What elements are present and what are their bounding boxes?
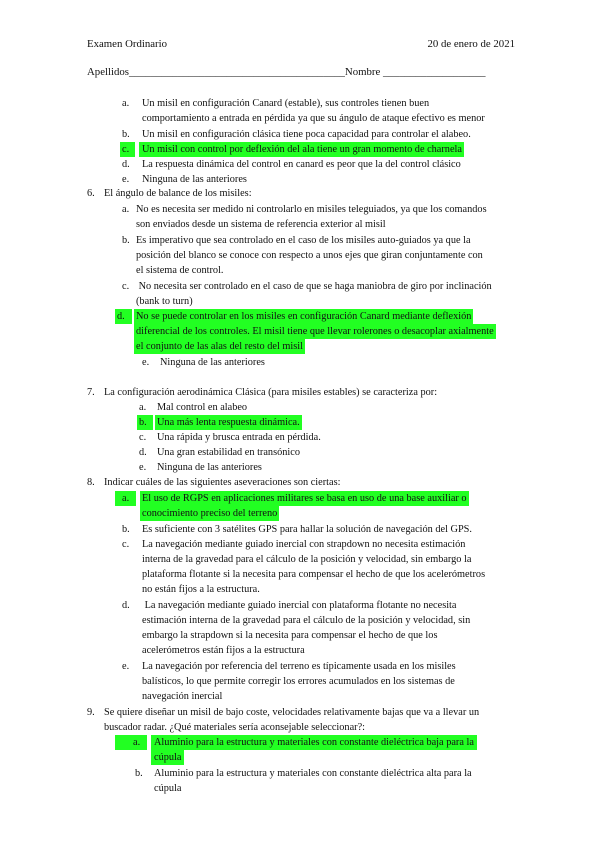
option-marker: b. xyxy=(122,524,130,535)
option-marker: a. xyxy=(122,98,130,109)
option-5a-line2: comportamiento a entrada en pérdida ya que su ángulo de ataque efectivo es menor xyxy=(142,113,485,124)
option-9b-line1: Aluminio para la estructura y materiales con constante dieléctrica alta para la xyxy=(154,768,472,779)
option-6c-line2: (bank to turn) xyxy=(136,296,193,307)
option-marker: e. xyxy=(139,462,147,473)
option-5c-highlighted: Un misil con control por deflexión del ala tiene un gran momento de charnela xyxy=(139,142,464,157)
option-6d-line1-highlighted: No se puede controlar en los misiles en configuración Canard mediante deflexión xyxy=(134,309,473,324)
option-marker: d. xyxy=(139,447,147,458)
exam-title: Examen Ordinario xyxy=(87,38,168,50)
option-5e: Ninguna de las anteriores xyxy=(142,174,247,185)
question-number: 9. xyxy=(87,707,95,718)
option-8c-line2: interna de la gravedad para el cálculo de la posición y velocidad, sin embargo la xyxy=(142,554,472,565)
option-7e: Ninguna de las anteriores xyxy=(157,462,262,473)
question-8-stem: Indicar cuáles de las siguientes aseveraciones son ciertas: xyxy=(104,477,341,488)
option-9a-line1-highlighted: Aluminio para la estructura y materiales con constante dieléctrica baja para la xyxy=(151,735,477,750)
option-7d: Una gran estabilidad en transónico xyxy=(157,447,300,458)
option-9b-line2: cúpula xyxy=(154,783,182,794)
option-8a-line2-highlighted: conocimiento preciso del terreno xyxy=(140,506,279,521)
option-8e-line1: La navegación por referencia del terreno es típicamente usada en los misiles xyxy=(142,661,456,672)
option-marker: e. xyxy=(142,357,150,368)
question-number: 8. xyxy=(87,477,95,488)
question-6-stem: El ángulo de balance de los misiles: xyxy=(104,188,252,199)
option-6c-line1: No necesita ser controlado en el caso de que se haga maniobra de giro por inclinación xyxy=(136,281,492,292)
option-6a-line1: No es necesita ser medido ni controlarlo en misiles teleguiados, ya que los comandos xyxy=(136,204,487,215)
option-5b: Un misil en configuración clásica tiene poca capacidad para controlar el alabeo. xyxy=(142,129,471,140)
option-7c: Una rápida y brusca entrada en pérdida. xyxy=(157,432,321,443)
option-8a-line1-highlighted: El uso de RGPS en aplicaciones militares se basa en uso de una base auxiliar o xyxy=(140,491,469,506)
option-8d-line4: acelerómetros están fijos a la estructura xyxy=(142,645,305,656)
option-5d: La respuesta dinámica del control en canard es peor que la del control clásico xyxy=(142,159,461,170)
option-8d-line3: embargo la strapdown si la necesita para compensar el hecho de que los xyxy=(142,630,438,641)
question-7-stem: La configuración aerodinámica Clásica (para misiles estables) se caracteriza por: xyxy=(104,387,438,398)
question-number: 7. xyxy=(87,387,95,398)
option-5a-line1: Un misil en configuración Canard (estable), sus controles tienen buen xyxy=(142,98,430,109)
option-7a: Mal control en alabeo xyxy=(157,402,248,413)
option-8b: Es suficiente con 3 satélites GPS para hallar la solución de navegación del GPS. xyxy=(142,524,472,535)
option-6d-line2-highlighted: diferencial de los controles. El misil tiene que llevar rolerones o desacoplar axialmente xyxy=(134,324,496,339)
option-6b-line1: Es imperativo que sea controlado en el caso de los misiles auto-guiados ya que la xyxy=(136,235,471,246)
option-marker-highlighted: a. xyxy=(115,735,147,750)
option-6a-line2: son enviados desde un sistema de referencia exterior al misil xyxy=(136,219,386,230)
question-9-stem-line1: Se quiere diseñar un misil de bajo coste, velocidades relativamente bajas que va a llevar un xyxy=(104,707,480,718)
option-8d-line1: La navegación mediante guiado inercial con plataforma flotante no necesita xyxy=(142,600,457,611)
option-marker-highlighted: b. xyxy=(137,415,153,430)
option-marker-highlighted: d. xyxy=(115,309,132,324)
option-marker: e. xyxy=(122,174,130,185)
option-8c-line3: plataforma flotante si la necesita para compensar el hecho de que los acelerómetros xyxy=(142,569,486,580)
option-marker: c. xyxy=(122,539,130,550)
option-marker-highlighted: a. xyxy=(115,491,136,506)
option-marker: b. xyxy=(122,235,130,246)
option-marker: a. xyxy=(139,402,147,413)
question-number: 6. xyxy=(87,188,95,199)
option-8c-line4: no están fijos a la estructura. xyxy=(142,584,260,595)
option-8d-line2: estimación interna de la gravedad para el cálculo de la posición y velocidad, sin xyxy=(142,615,471,626)
option-marker-highlighted: c. xyxy=(120,142,135,157)
exam-date: 20 de enero de 2021 xyxy=(427,38,515,50)
option-marker: a. xyxy=(122,204,130,215)
option-marker: c. xyxy=(139,432,147,443)
question-9-stem-line2: buscador radar. ¿Qué materiales sería aconsejable seleccionar?: xyxy=(104,722,366,733)
option-marker: e. xyxy=(122,661,130,672)
option-9a-line2-highlighted: cúpula xyxy=(151,750,184,765)
option-6b-line2: posición del blanco se conoce con respecto a unos ejes que giran conjuntamente con xyxy=(136,250,483,261)
option-6d-line3-highlighted: el conjunto de las alas del resto del misil xyxy=(134,339,305,354)
option-marker: c. xyxy=(122,281,130,292)
option-6e: Ninguna de las anteriores xyxy=(160,357,265,368)
name-fields-line: Apellidos________________________________________Nombre ___________________ xyxy=(87,66,486,78)
option-marker: d. xyxy=(122,159,130,170)
option-marker: b. xyxy=(122,129,130,140)
option-7b-highlighted: Una más lenta respuesta dinámica. xyxy=(155,415,302,430)
option-8e-line2: balísticos, lo que permite corregir los errores acumulados en los sistemas de xyxy=(142,676,455,687)
option-8e-line3: navegación inercial xyxy=(142,691,223,702)
option-marker: d. xyxy=(122,600,130,611)
option-marker: b. xyxy=(135,768,143,779)
option-6b-line3: el sistema de control. xyxy=(136,265,224,276)
option-8c-line1: La navegación mediante guiado inercial con strapdown no necesita estimación xyxy=(142,539,466,550)
